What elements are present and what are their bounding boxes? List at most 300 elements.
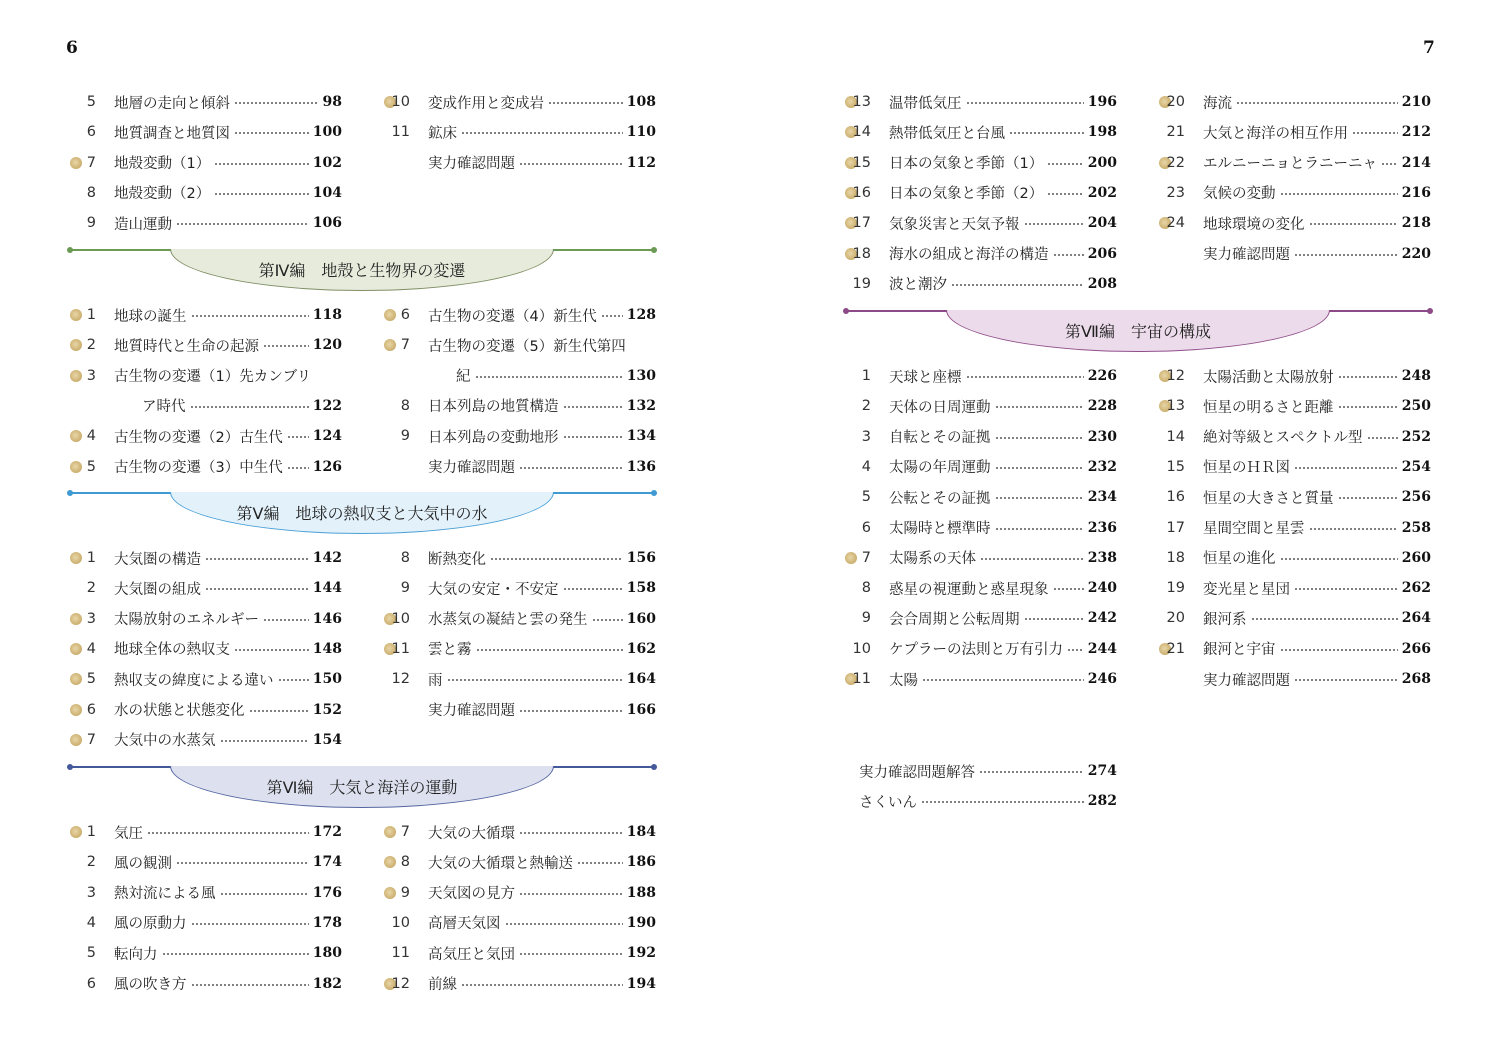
toc-entry[interactable] (845, 603, 1117, 633)
toc-entry-title: 水の状態と状態変化 (114, 703, 245, 719)
toc-entry-page: 124 (312, 428, 342, 445)
toc-entry-number: 1 (86, 550, 96, 566)
toc-entry-number: 16 (1166, 489, 1185, 506)
toc-entry-title: 太陽系の天体 (889, 551, 976, 568)
toc-entry-title: 恒星の明るさと距離 (1203, 399, 1334, 416)
leader-dots (1280, 544, 1398, 574)
toc-entry[interactable] (384, 300, 656, 330)
leader-dots (601, 301, 623, 331)
toc-entry-title: 水蒸気の凝結と雲の発生 (428, 612, 588, 629)
toc-entry[interactable] (845, 634, 1117, 664)
toc-entry-number-box (70, 452, 114, 482)
toc-entry[interactable] (70, 208, 342, 238)
toc-entry[interactable] (845, 391, 1117, 421)
toc-entry[interactable] (845, 573, 1117, 603)
rule-end-dot (67, 247, 73, 253)
toc-entry-title: 恒星の進化 (1203, 551, 1276, 568)
toc-entry-number-box (1159, 391, 1203, 421)
toc-entry-title: 気候の変動 (1203, 186, 1276, 203)
toc-entry[interactable] (384, 452, 656, 482)
toc-entry-page: 186 (626, 854, 656, 871)
toc-entry[interactable] (384, 604, 656, 634)
toc-entry-number-box (845, 391, 889, 421)
toc-entry-number-box (845, 543, 889, 573)
toc-entry-number: 10 (391, 610, 410, 627)
toc-entry-number-box (845, 148, 889, 178)
gold-bullet-icon (70, 370, 82, 382)
toc-entry[interactable] (70, 969, 342, 999)
toc-entry-page: 220 (1401, 245, 1431, 262)
leader-dots (191, 301, 309, 331)
toc-entry-page: 110 (626, 124, 656, 141)
toc-entry-title: 銀河系 (1203, 611, 1247, 628)
toc-entry-number: 15 (852, 154, 871, 171)
toc-entry[interactable] (845, 208, 1117, 238)
toc-entry-number: 7 (400, 824, 410, 840)
toc-entry-number: 10 (852, 640, 871, 657)
toc-entry-number: 6 (86, 701, 96, 718)
gold-bullet-icon (384, 309, 396, 321)
toc-entry-number-box (1159, 239, 1203, 269)
toc-entry-title: 気象災害と天気予報 (889, 216, 1020, 233)
rule-end-dot (843, 308, 849, 314)
toc-entry-page: 120 (312, 337, 342, 354)
toc-entry[interactable] (384, 391, 656, 421)
toc-entry[interactable] (70, 87, 342, 117)
gold-bullet-icon (70, 613, 82, 625)
leader-dots (979, 757, 1084, 787)
toc-entry[interactable] (384, 908, 656, 938)
toc-entry[interactable] (70, 938, 342, 968)
toc-entry[interactable] (1159, 148, 1431, 178)
toc-entry[interactable] (1159, 543, 1431, 573)
toc-entry-number-box (70, 361, 114, 391)
toc-entry-page: 264 (1401, 610, 1431, 627)
toc-entry[interactable] (845, 117, 1117, 147)
toc-entry-number-box (384, 330, 428, 360)
toc-entry-number: 11 (852, 671, 871, 687)
toc-entry[interactable] (1159, 391, 1431, 421)
toc-entry-title: 海流 (1203, 95, 1232, 112)
gold-bullet-icon (70, 673, 82, 685)
toc-entry-number-box (1159, 422, 1203, 452)
leader-dots (1280, 635, 1398, 665)
toc-entry[interactable] (1159, 634, 1431, 664)
toc-entry-number: 5 (86, 458, 96, 475)
toc-entry-page: 158 (626, 580, 656, 597)
toc-entry-number: 11 (391, 640, 410, 657)
toc-entry-page: 258 (1401, 519, 1431, 536)
toc-entry-page: 182 (312, 975, 342, 992)
toc-entry-page: 206 (1087, 245, 1117, 262)
toc-entry-title: 恒星の大きさと質量 (1203, 490, 1334, 507)
toc-entry-number-box (384, 361, 456, 391)
toc-entry-number: 11 (391, 124, 410, 141)
toc-entry-number: 6 (400, 307, 410, 323)
toc-entry-page: 112 (626, 154, 656, 171)
toc-entry-number: 21 (1166, 124, 1185, 141)
toc-entry[interactable] (845, 452, 1117, 482)
toc-entry-title: 古生物の変遷（5）新生代第四 (428, 338, 626, 355)
toc-entry-number-box (70, 604, 114, 634)
toc-entry[interactable] (70, 391, 342, 421)
toc-entry-number: 10 (391, 914, 410, 931)
leader-dots (563, 574, 623, 604)
toc-entry[interactable] (70, 421, 342, 451)
toc-entry[interactable] (1159, 422, 1431, 452)
toc-entry-title: 地球全体の熱収支 (114, 642, 230, 659)
toc-entry[interactable] (70, 300, 342, 330)
toc-entry-number-box (1159, 543, 1203, 573)
toc-entry-number-box (1159, 361, 1203, 391)
toc-entry-title: 天気図の見方 (428, 886, 515, 903)
toc-entry-title: 古生物の変遷（4）新生代 (428, 308, 597, 325)
rule-end-dot (1427, 308, 1433, 314)
toc-entry-number-box (384, 938, 428, 968)
toc-entry[interactable] (384, 117, 656, 147)
toc-entry-title: 日本の気象と季節（1） (889, 156, 1044, 173)
toc-entry[interactable] (845, 178, 1117, 208)
toc-entry-page: 230 (1087, 428, 1117, 445)
toc-entry-page: 130 (626, 367, 656, 384)
toc-entry[interactable] (384, 817, 656, 847)
leader-dots (490, 544, 623, 574)
toc-entry-page: 148 (312, 640, 342, 657)
toc-entry-title: 古生物の変遷（3）中生代 (114, 460, 283, 476)
toc-entry-number-box (845, 513, 889, 543)
toc-entry-number-box (1159, 513, 1203, 543)
toc-entry[interactable] (70, 908, 342, 938)
toc-entry-title: 高層天気図 (428, 916, 501, 933)
toc-entry-number: 17 (1166, 519, 1185, 536)
toc-entry-number: 18 (852, 245, 871, 262)
toc-entry-page: 190 (626, 914, 656, 931)
toc-entry-number: 11 (391, 945, 410, 962)
toc-entry-number: 20 (1166, 610, 1185, 627)
toc-entry-number-box (1159, 482, 1203, 512)
leader-dots (519, 696, 623, 726)
toc-entry-page: 104 (312, 184, 342, 201)
leader-dots (1047, 149, 1084, 179)
toc-entry-title: 太陽放射のエネルギー (114, 612, 259, 629)
toc-entry-number-box (70, 969, 114, 999)
toc-entry-page: 156 (626, 550, 656, 566)
leader-dots (519, 939, 623, 969)
leader-dots (1338, 392, 1398, 422)
toc-entry-title: 風の原動力 (114, 916, 187, 933)
toc-entry[interactable] (845, 239, 1117, 269)
toc-entry-number: 5 (861, 489, 871, 506)
toc-entry[interactable] (1159, 239, 1431, 269)
toc-entry[interactable] (384, 847, 656, 877)
toc-entry[interactable] (845, 482, 1117, 512)
toc-entry-title: 紀 (456, 369, 471, 386)
leader-dots (220, 726, 309, 756)
toc-entry[interactable] (845, 269, 1117, 299)
toc-entry-title: 鉱床 (428, 125, 457, 142)
toc-entry-number: 4 (86, 914, 96, 931)
leader-dots (1381, 149, 1398, 179)
toc-tail-index[interactable] (859, 786, 1117, 816)
toc-entry-number-box (845, 422, 889, 452)
toc-entry-number: 21 (1166, 640, 1185, 657)
toc-entry-title: 大気の安定・不安定 (428, 581, 559, 598)
toc-entry[interactable] (1159, 87, 1431, 117)
toc-entry[interactable] (384, 695, 656, 725)
toc-entry-number: 4 (86, 428, 96, 445)
leader-dots (1309, 514, 1398, 544)
toc-entry-page: 246 (1087, 671, 1117, 687)
leader-dots (205, 544, 309, 574)
toc-entry-title: 大気中の水蒸気 (114, 733, 216, 750)
toc-entry-title: 地殻変動（1） (114, 156, 211, 173)
toc-entry-number-box (845, 452, 889, 482)
toc-entry-number: 22 (1166, 154, 1185, 171)
toc-entry[interactable] (1159, 117, 1431, 147)
toc-entry-title: 変光星と星団 (1203, 581, 1290, 598)
toc-entry[interactable] (384, 330, 656, 360)
leader-dots (519, 149, 623, 179)
toc-entry-page: 268 (1401, 671, 1431, 687)
toc-entry[interactable] (70, 695, 342, 725)
toc-entry[interactable] (384, 664, 656, 694)
toc-entry[interactable] (70, 117, 342, 147)
page-number-right: 7 (1423, 38, 1435, 58)
leader-dots (1053, 574, 1084, 604)
toc-entry-page: 232 (1087, 458, 1117, 475)
toc-entry-number-box (70, 634, 114, 664)
toc-entry-page: 216 (1401, 184, 1431, 201)
leader-dots (1236, 88, 1398, 118)
toc-entry-number: 5 (86, 945, 96, 962)
toc-entry[interactable] (384, 361, 656, 391)
toc-entry-page: 166 (626, 701, 656, 718)
toc-entry-number-box (384, 878, 428, 908)
toc-entry-title: さくいん (859, 794, 917, 811)
toc-entry-number: 3 (86, 884, 96, 901)
toc-entry[interactable] (70, 330, 342, 360)
leader-dots (249, 696, 309, 726)
toc-entry-title: 熱帯低気圧と台風 (889, 125, 1005, 142)
toc-entry[interactable] (70, 634, 342, 664)
toc-entry-number: 7 (861, 549, 871, 566)
toc-entry-number: 8 (400, 854, 410, 871)
toc-entry-page: 238 (1087, 549, 1117, 566)
toc-entry-page: 256 (1401, 489, 1431, 506)
toc-entry[interactable] (845, 422, 1117, 452)
leader-dots (287, 422, 309, 452)
toc-entry[interactable] (384, 543, 656, 573)
gold-bullet-icon (384, 887, 396, 899)
toc-entry-number-box (70, 148, 114, 178)
toc-entry[interactable] (70, 725, 342, 755)
toc-entry-page: 198 (1087, 124, 1117, 141)
toc-entry-number: 4 (861, 458, 871, 475)
toc-entry-page: 196 (1087, 94, 1117, 110)
leader-dots (995, 514, 1084, 544)
toc-entry-title: 実力確認問題 (428, 703, 515, 719)
toc-entry[interactable] (1159, 208, 1431, 238)
toc-entry-number-box (384, 573, 428, 603)
toc-entry-page: 144 (312, 580, 342, 597)
toc-entry-page: 122 (312, 397, 342, 414)
toc-entry-number: 6 (86, 975, 96, 992)
toc-entry-number-box (845, 269, 889, 299)
toc-entry-title: 日本の気象と季節（2） (889, 186, 1044, 203)
toc-entry-title: ケプラーの法則と万有引力 (889, 642, 1063, 659)
toc-entry-number: 5 (86, 94, 96, 110)
toc-entry-number-box (845, 634, 889, 664)
toc-entry-page: 274 (1087, 763, 1117, 779)
toc-entry[interactable] (70, 361, 342, 391)
toc-entry-title: 実力確認問題 (428, 460, 515, 476)
toc-entry[interactable] (1159, 178, 1431, 208)
toc-entry-title: 地層の走向と傾斜 (114, 95, 230, 112)
gold-bullet-icon (70, 309, 82, 321)
toc-entry[interactable] (70, 817, 342, 847)
toc-tail-answers[interactable] (859, 756, 1117, 786)
toc-entry[interactable] (70, 178, 342, 208)
toc-entry-page: 172 (312, 824, 342, 840)
toc-entry-number: 6 (86, 124, 96, 141)
toc-entry-number: 2 (86, 337, 96, 354)
toc-entry-page: 204 (1087, 215, 1117, 232)
toc-entry-title: 大気圏の組成 (114, 581, 201, 598)
toc-entry-number-box (1159, 664, 1203, 694)
toc-entry-title: 地質調査と地質図 (114, 125, 230, 142)
toc-entry-number: 9 (400, 580, 410, 597)
leader-dots (592, 605, 623, 635)
toc-entry[interactable] (70, 148, 342, 178)
toc-entry-number: 3 (86, 610, 96, 627)
toc-entry-number: 18 (1166, 549, 1185, 566)
toc-entry[interactable] (384, 87, 656, 117)
toc-entry[interactable] (70, 604, 342, 634)
toc-entry-title: 断熱変化 (428, 551, 486, 568)
toc-entry[interactable] (1159, 361, 1431, 391)
toc-entry-number-box (70, 938, 114, 968)
toc-entry-title: 転向力 (114, 946, 158, 963)
toc-entry[interactable] (384, 878, 656, 908)
toc-entry[interactable] (1159, 603, 1431, 633)
toc-entry[interactable] (384, 938, 656, 968)
toc-entry[interactable] (384, 148, 656, 178)
toc-entry-number-box (384, 847, 428, 877)
toc-entry-number-box (70, 208, 114, 238)
toc-entry-number: 7 (86, 154, 96, 171)
toc-entry-number: 13 (1166, 398, 1185, 415)
toc-entry-page: 248 (1401, 368, 1431, 384)
toc-entry-page: 254 (1401, 458, 1431, 475)
toc-entry-title: 星間空間と星雲 (1203, 521, 1305, 537)
toc-entry[interactable] (845, 87, 1117, 117)
leader-dots (234, 118, 309, 148)
toc-entry[interactable] (845, 148, 1117, 178)
toc-entry[interactable] (384, 969, 656, 999)
toc-entry-page: 152 (312, 701, 342, 718)
toc-entry-number: 12 (391, 975, 410, 992)
toc-entry[interactable] (845, 513, 1117, 543)
toc-entry-number: 15 (1166, 458, 1185, 475)
toc-entry-number-box (70, 847, 114, 877)
section-title: 第Ⅶ編 宇宙の構成 (946, 310, 1330, 352)
gold-bullet-icon (384, 339, 396, 351)
toc-entry[interactable] (70, 543, 342, 573)
toc-entry-title: 風の観測 (114, 855, 172, 872)
toc-entry-number-box (845, 603, 889, 633)
toc-entry[interactable] (384, 573, 656, 603)
toc-entry[interactable] (1159, 573, 1431, 603)
toc-entry-number: 8 (861, 580, 871, 597)
toc-entry-number: 1 (861, 368, 871, 384)
toc-entry-page: 178 (312, 914, 342, 931)
leader-dots (1280, 179, 1398, 209)
toc-entry-number-box (845, 178, 889, 208)
toc-entry-number: 8 (400, 550, 410, 566)
toc-entry[interactable] (70, 452, 342, 482)
toc-entry-title: 太陽時と標準時 (889, 521, 991, 537)
toc-entry[interactable] (1159, 664, 1431, 694)
toc-entry-page: 262 (1401, 580, 1431, 597)
toc-entry-title: 大気圏の構造 (114, 551, 201, 568)
toc-entry-page: 282 (1087, 793, 1117, 809)
toc-entry-number-box (70, 908, 114, 938)
leader-dots (505, 909, 623, 939)
toc-entry-number-box (70, 300, 114, 330)
toc-entry-title: 前線 (428, 977, 457, 993)
leader-dots (1294, 240, 1398, 270)
toc-entry[interactable] (70, 664, 342, 694)
toc-entry[interactable] (1159, 452, 1431, 482)
toc-entry[interactable] (70, 878, 342, 908)
toc-entry[interactable] (1159, 513, 1431, 543)
toc-entry-title: 恒星のＨＲ図 (1203, 460, 1290, 477)
toc-entry[interactable] (845, 361, 1117, 391)
toc-entry-page: 218 (1401, 215, 1431, 232)
toc-entry-number-box (384, 148, 428, 178)
leader-dots (263, 605, 309, 635)
toc-entry[interactable] (1159, 482, 1431, 512)
toc-entry[interactable] (70, 573, 342, 603)
toc-entry-number-box (384, 664, 428, 694)
toc-entry-number: 16 (852, 184, 871, 201)
leader-dots (191, 909, 309, 939)
toc-entry[interactable] (845, 664, 1117, 694)
toc-entry[interactable] (845, 543, 1117, 573)
toc-entry-number: 1 (86, 824, 96, 840)
toc-entry-number: 3 (861, 428, 871, 445)
section-title: 第Ⅴ編 地球の熱収支と大気中の水 (170, 492, 554, 534)
toc-entry-page: 128 (626, 307, 656, 323)
toc-entry-title: 絶対等級とスペクトル型 (1203, 430, 1363, 447)
toc-entry[interactable] (70, 847, 342, 877)
leader-dots (1338, 362, 1398, 392)
leader-dots (461, 118, 623, 148)
toc-entry[interactable] (384, 421, 656, 451)
toc-entry-page: 136 (626, 458, 656, 475)
toc-entry-number-box (845, 361, 889, 391)
toc-entry-number-box (1159, 178, 1203, 208)
toc-entry-number-box (70, 664, 114, 694)
toc-entry-page: 98 (322, 94, 342, 110)
toc-entry-title: 熱収支の緯度による違い (114, 672, 274, 689)
rule-end-dot (651, 490, 657, 496)
gold-bullet-icon (70, 339, 82, 351)
toc-entry[interactable] (384, 634, 656, 664)
leader-dots (951, 270, 1084, 300)
toc-entry-page: 174 (312, 854, 342, 871)
toc-entry-number: 1 (86, 307, 96, 323)
